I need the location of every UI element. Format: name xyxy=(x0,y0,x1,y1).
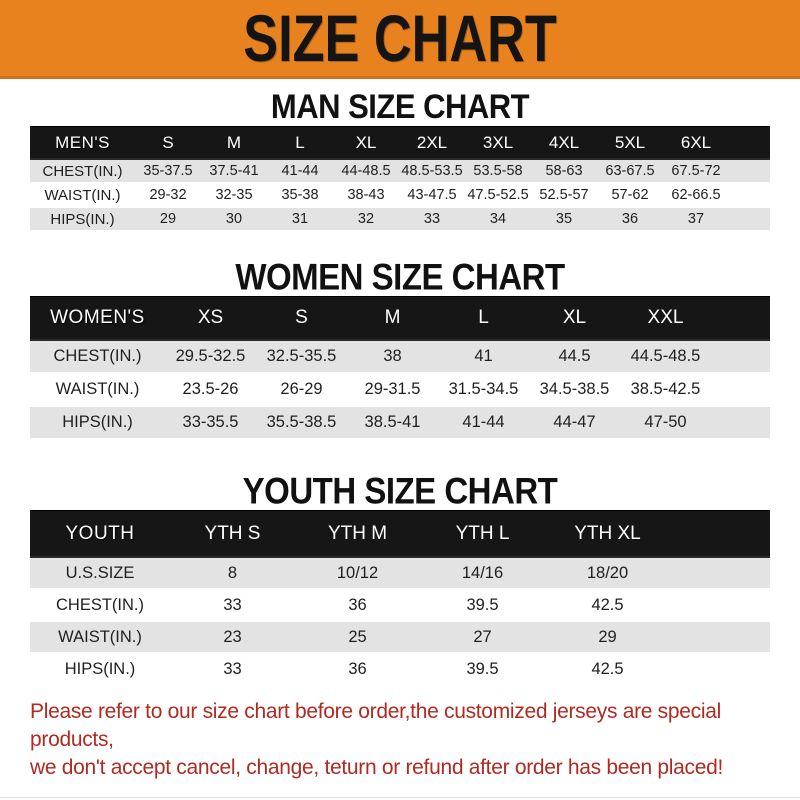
women-heading-text: WOMEN SIZE CHART xyxy=(235,255,565,298)
youth-size-value: 39.5 xyxy=(420,653,545,685)
women-size-table xyxy=(30,296,770,440)
youth-row-label: U.S.SIZE xyxy=(30,557,170,589)
women-hips-row xyxy=(30,406,770,439)
youth-size-table xyxy=(30,510,770,686)
men-size-header: 3XL xyxy=(465,127,531,160)
youth-row-filler xyxy=(670,557,770,589)
men-size-value: 34 xyxy=(465,207,531,231)
youth-size-value: 42.5 xyxy=(545,589,670,621)
youth-size-value: 10/12 xyxy=(295,557,420,589)
men-size-value: 36 xyxy=(597,207,663,231)
women-size-value: 33-35.5 xyxy=(165,406,256,439)
youth-size-value: 36 xyxy=(295,589,420,621)
women-header-filler xyxy=(711,297,770,341)
women-size-header: L xyxy=(438,297,529,341)
men-size-value: 67.5-72 xyxy=(663,159,729,183)
men-size-table xyxy=(30,126,770,232)
youth-size-header: YTH M xyxy=(295,511,420,558)
men-heading-text: MAN SIZE CHART xyxy=(270,86,530,127)
men-header-filler xyxy=(729,127,770,160)
youth-heading-text: YOUTH SIZE CHART xyxy=(242,469,558,512)
men-size-value: 31 xyxy=(267,207,333,231)
men-corner-label: MEN'S xyxy=(30,127,135,160)
men-size-value: 58-63 xyxy=(531,159,597,183)
men-waist-row xyxy=(30,183,770,207)
youth-waist-row xyxy=(30,621,770,653)
men-row-filler xyxy=(729,159,770,183)
women-size-value: 29-31.5 xyxy=(347,373,438,406)
banner-title: SIZE CHART xyxy=(243,0,557,76)
women-size-value: 44.5-48.5 xyxy=(620,340,711,373)
youth-row-filler xyxy=(670,653,770,685)
men-size-value: 35-38 xyxy=(267,183,333,207)
women-size-value: 41 xyxy=(438,340,529,373)
men-size-header: 4XL xyxy=(531,127,597,160)
women-size-value: 41-44 xyxy=(438,406,529,439)
youth-hips-row xyxy=(30,653,770,685)
women-row-filler xyxy=(711,406,770,439)
women-row-label: WAIST(IN.) xyxy=(30,373,165,406)
women-row-filler xyxy=(711,373,770,406)
youth-size-value: 42.5 xyxy=(545,653,670,685)
men-size-value: 62-66.5 xyxy=(663,183,729,207)
men-size-value: 52.5-57 xyxy=(531,183,597,207)
men-section-heading xyxy=(0,88,800,126)
youth-ussize-row xyxy=(30,557,770,589)
women-size-header: XL xyxy=(529,297,620,341)
youth-size-value: 29 xyxy=(545,621,670,653)
women-row-label: HIPS(IN.) xyxy=(30,406,165,439)
youth-row-filler xyxy=(670,621,770,653)
men-size-value: 47.5-52.5 xyxy=(465,183,531,207)
women-size-value: 35.5-38.5 xyxy=(256,406,347,439)
men-size-value: 41-44 xyxy=(267,159,333,183)
youth-size-header: YTH XL xyxy=(545,511,670,558)
women-size-value: 38.5-42.5 xyxy=(620,373,711,406)
size-chart-banner xyxy=(0,0,800,79)
men-size-header: 6XL xyxy=(663,127,729,160)
men-size-header: 5XL xyxy=(597,127,663,160)
men-size-value: 37 xyxy=(663,207,729,231)
men-size-value: 29 xyxy=(135,207,201,231)
youth-row-label: WAIST(IN.) xyxy=(30,621,170,653)
youth-size-value: 39.5 xyxy=(420,589,545,621)
youth-size-value: 23 xyxy=(170,621,295,653)
men-size-value: 35 xyxy=(531,207,597,231)
women-size-header: S xyxy=(256,297,347,341)
men-size-value: 33 xyxy=(399,207,465,231)
women-chest-row xyxy=(30,340,770,373)
women-size-value: 34.5-38.5 xyxy=(529,373,620,406)
women-size-value: 47-50 xyxy=(620,406,711,439)
women-size-value: 32.5-35.5 xyxy=(256,340,347,373)
women-section-heading xyxy=(0,255,800,298)
men-size-header: XL xyxy=(333,127,399,160)
women-size-value: 44-47 xyxy=(529,406,620,439)
youth-size-value: 33 xyxy=(170,653,295,685)
men-hips-row xyxy=(30,207,770,231)
youth-size-value: 33 xyxy=(170,589,295,621)
men-size-header: L xyxy=(267,127,333,160)
men-row-filler xyxy=(729,183,770,207)
men-row-label: WAIST(IN.) xyxy=(30,183,135,207)
youth-section-heading xyxy=(0,469,800,512)
women-size-header: XS xyxy=(165,297,256,341)
men-header-row xyxy=(30,127,770,160)
men-chest-row xyxy=(30,159,770,183)
women-size-value: 29.5-32.5 xyxy=(165,340,256,373)
men-size-value: 43-47.5 xyxy=(399,183,465,207)
men-size-value: 35-37.5 xyxy=(135,159,201,183)
men-size-value: 38-43 xyxy=(333,183,399,207)
youth-size-value: 18/20 xyxy=(545,557,670,589)
men-row-label: CHEST(IN.) xyxy=(30,159,135,183)
men-size-value: 57-62 xyxy=(597,183,663,207)
men-size-header: 2XL xyxy=(399,127,465,160)
women-size-header: M xyxy=(347,297,438,341)
men-size-value: 48.5-53.5 xyxy=(399,159,465,183)
men-size-value: 37.5-41 xyxy=(201,159,267,183)
youth-size-header: YTH S xyxy=(170,511,295,558)
disclaimer-line-2: we don't accept cancel, change, teturn or refund after order has been placed! xyxy=(30,756,724,779)
youth-header-filler xyxy=(670,511,770,558)
women-size-value: 38 xyxy=(347,340,438,373)
youth-row-label: CHEST(IN.) xyxy=(30,589,170,621)
men-size-value: 30 xyxy=(201,207,267,231)
women-size-value: 31.5-34.5 xyxy=(438,373,529,406)
youth-header-row xyxy=(30,511,770,558)
youth-chest-row xyxy=(30,589,770,621)
men-size-value: 63-67.5 xyxy=(597,159,663,183)
youth-corner-label: YOUTH xyxy=(30,511,170,558)
youth-row-label: HIPS(IN.) xyxy=(30,653,170,685)
youth-size-header: YTH L xyxy=(420,511,545,558)
youth-size-value: 8 xyxy=(170,557,295,589)
women-size-value: 44.5 xyxy=(529,340,620,373)
women-size-value: 38.5-41 xyxy=(347,406,438,439)
women-corner-label: WOMEN'S xyxy=(30,297,165,341)
men-row-label: HIPS(IN.) xyxy=(30,207,135,231)
men-size-header: M xyxy=(201,127,267,160)
men-size-header: S xyxy=(135,127,201,160)
youth-row-filler xyxy=(670,589,770,621)
women-size-value: 23.5-26 xyxy=(165,373,256,406)
men-row-filler xyxy=(729,207,770,231)
women-size-value: 26-29 xyxy=(256,373,347,406)
men-size-value: 29-32 xyxy=(135,183,201,207)
women-row-filler xyxy=(711,340,770,373)
men-size-value: 53.5-58 xyxy=(465,159,531,183)
women-header-row xyxy=(30,297,770,341)
disclaimer xyxy=(0,698,800,782)
women-waist-row xyxy=(30,373,770,406)
women-row-label: CHEST(IN.) xyxy=(30,340,165,373)
youth-size-value: 25 xyxy=(295,621,420,653)
men-size-value: 32-35 xyxy=(201,183,267,207)
youth-size-value: 14/16 xyxy=(420,557,545,589)
men-size-value: 44-48.5 xyxy=(333,159,399,183)
youth-size-value: 36 xyxy=(295,653,420,685)
men-size-value: 32 xyxy=(333,207,399,231)
disclaimer-line-1: Please refer to our size chart before order,the customized jerseys are special products, xyxy=(30,700,721,751)
youth-size-value: 27 xyxy=(420,621,545,653)
women-size-header: XXL xyxy=(620,297,711,341)
